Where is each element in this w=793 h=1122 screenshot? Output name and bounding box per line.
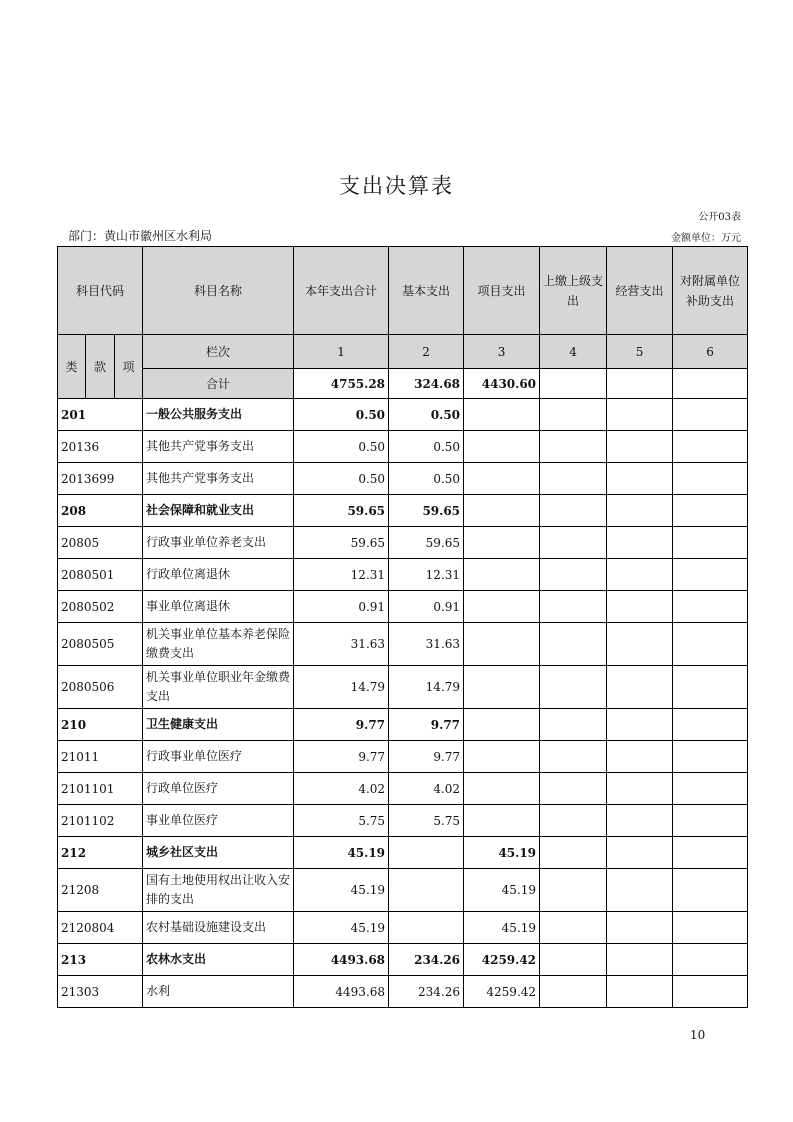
row-upper: [540, 741, 607, 773]
row-subsidy: [673, 944, 748, 976]
row-upper: [540, 527, 607, 559]
row-name: 社会保障和就业支出: [143, 495, 294, 527]
row-basic: 0.50: [389, 431, 464, 463]
row-name: 机关事业单位基本养老保险缴费支出: [143, 623, 294, 666]
sum-label: 合计: [143, 369, 294, 399]
table-row: [58, 773, 748, 805]
header-total: 本年支出合计: [294, 247, 389, 335]
row-subsidy: [673, 773, 748, 805]
row-project: 45.19: [464, 869, 540, 912]
row-name: 行政单位医疗: [143, 773, 294, 805]
row-business: [607, 805, 673, 837]
table-row: [58, 944, 748, 976]
row-total: 4493.68: [294, 944, 389, 976]
row-business: [607, 837, 673, 869]
row-subsidy: [673, 431, 748, 463]
row-name: 行政事业单位医疗: [143, 741, 294, 773]
row-basic: 9.77: [389, 709, 464, 741]
row-total: 0.50: [294, 431, 389, 463]
row-code: 2080505: [58, 623, 143, 666]
row-total: 5.75: [294, 805, 389, 837]
row-total: 45.19: [294, 869, 389, 912]
row-project: [464, 591, 540, 623]
sum-project: 4430.60: [464, 369, 540, 399]
row-total: 59.65: [294, 527, 389, 559]
table-row: [58, 837, 748, 869]
table-row: [58, 623, 748, 666]
table-row: [58, 976, 748, 1008]
header-name: 科目名称: [143, 247, 294, 335]
header-basic: 基本支出: [389, 247, 464, 335]
row-subsidy: [673, 495, 748, 527]
row-name: 水利: [143, 976, 294, 1008]
row-business: [607, 431, 673, 463]
col-2: 2: [389, 335, 464, 369]
table-row: [58, 591, 748, 623]
row-code: 2101102: [58, 805, 143, 837]
col-6: 6: [673, 335, 748, 369]
row-subsidy: [673, 976, 748, 1008]
row-code: 2080502: [58, 591, 143, 623]
row-business: [607, 666, 673, 709]
row-subsidy: [673, 623, 748, 666]
row-total: 0.91: [294, 591, 389, 623]
table-row: [58, 869, 748, 912]
row-business: [607, 869, 673, 912]
row-basic: 5.75: [389, 805, 464, 837]
row-business: [607, 399, 673, 431]
row-upper: [540, 623, 607, 666]
row-subsidy: [673, 399, 748, 431]
row-code: 201: [58, 399, 143, 431]
row-subsidy: [673, 837, 748, 869]
col-5: 5: [607, 335, 673, 369]
col-3: 3: [464, 335, 540, 369]
row-subsidy: [673, 741, 748, 773]
row-name: 行政事业单位养老支出: [143, 527, 294, 559]
row-basic: 59.65: [389, 495, 464, 527]
sum-total: 4755.28: [294, 369, 389, 399]
table-row: [58, 431, 748, 463]
page-number: 10: [690, 1028, 706, 1042]
row-business: [607, 912, 673, 944]
table-row: [58, 495, 748, 527]
row-project: 45.19: [464, 837, 540, 869]
table-row: [58, 666, 748, 709]
row-total: 4493.68: [294, 976, 389, 1008]
table-row: [58, 399, 748, 431]
header-kuan: 款: [86, 335, 115, 399]
row-upper: [540, 773, 607, 805]
table-row: [58, 912, 748, 944]
header-lei: 类: [58, 335, 86, 399]
row-name: 国有土地使用权出让收入安排的支出: [143, 869, 294, 912]
row-project: [464, 773, 540, 805]
row-code: 21208: [58, 869, 143, 912]
row-name: 农村基础设施建设支出: [143, 912, 294, 944]
header-subsidy: 对附属单位补助支出: [673, 247, 748, 335]
row-basic: 9.77: [389, 741, 464, 773]
row-subsidy: [673, 869, 748, 912]
row-total: 4.02: [294, 773, 389, 805]
row-business: [607, 591, 673, 623]
row-project: 4259.42: [464, 944, 540, 976]
row-business: [607, 527, 673, 559]
col-1: 1: [294, 335, 389, 369]
column-label: 栏次: [143, 335, 294, 369]
row-name: 行政单位离退休: [143, 559, 294, 591]
row-project: [464, 463, 540, 495]
row-business: [607, 623, 673, 666]
row-upper: [540, 431, 607, 463]
table-row: [58, 463, 748, 495]
row-code: 2013699: [58, 463, 143, 495]
page-title: 支出决算表: [339, 174, 454, 198]
row-total: 0.50: [294, 463, 389, 495]
row-total: 45.19: [294, 837, 389, 869]
table-row: [58, 805, 748, 837]
row-basic: 12.31: [389, 559, 464, 591]
row-total: 9.77: [294, 741, 389, 773]
row-subsidy: [673, 912, 748, 944]
row-upper: [540, 976, 607, 1008]
row-total: 14.79: [294, 666, 389, 709]
row-total: 0.50: [294, 399, 389, 431]
row-total: 9.77: [294, 709, 389, 741]
row-subsidy: [673, 666, 748, 709]
column-number-row: [58, 335, 748, 369]
row-upper: [540, 495, 607, 527]
sum-row: [58, 369, 748, 399]
row-upper: [540, 591, 607, 623]
row-total: 45.19: [294, 912, 389, 944]
row-business: [607, 559, 673, 591]
row-total: 12.31: [294, 559, 389, 591]
unit-label: 金额单位：万元: [671, 233, 741, 244]
form-number: 公开03表: [698, 212, 741, 223]
row-code: 2080501: [58, 559, 143, 591]
header-business: 经营支出: [607, 247, 673, 335]
sum-basic: 324.68: [389, 369, 464, 399]
row-subsidy: [673, 805, 748, 837]
row-business: [607, 976, 673, 1008]
row-project: 45.19: [464, 912, 540, 944]
row-project: [464, 741, 540, 773]
row-upper: [540, 944, 607, 976]
row-subsidy: [673, 463, 748, 495]
sum-business: [607, 369, 673, 399]
row-basic: 234.26: [389, 976, 464, 1008]
row-code: 210: [58, 709, 143, 741]
row-code: 212: [58, 837, 143, 869]
row-project: [464, 666, 540, 709]
row-subsidy: [673, 559, 748, 591]
row-basic: 0.91: [389, 591, 464, 623]
row-code: 2120804: [58, 912, 143, 944]
row-code: 21011: [58, 741, 143, 773]
row-project: [464, 805, 540, 837]
row-upper: [540, 805, 607, 837]
row-upper: [540, 463, 607, 495]
row-upper: [540, 912, 607, 944]
table-row: [58, 527, 748, 559]
department-label: 部门：黄山市徽州区水利局: [68, 229, 213, 243]
row-upper: [540, 559, 607, 591]
row-name: 其他共产党事务支出: [143, 463, 294, 495]
row-name: 城乡社区支出: [143, 837, 294, 869]
table-row: [58, 741, 748, 773]
sum-upper: [540, 369, 607, 399]
row-business: [607, 944, 673, 976]
row-code: 2101101: [58, 773, 143, 805]
row-project: [464, 495, 540, 527]
row-business: [607, 463, 673, 495]
row-project: [464, 709, 540, 741]
row-basic: [389, 837, 464, 869]
row-basic: 14.79: [389, 666, 464, 709]
row-basic: 4.02: [389, 773, 464, 805]
row-basic: [389, 869, 464, 912]
row-name: 机关事业单位职业年金缴费支出: [143, 666, 294, 709]
row-upper: [540, 709, 607, 741]
row-code: 20805: [58, 527, 143, 559]
row-subsidy: [673, 709, 748, 741]
row-code: 20136: [58, 431, 143, 463]
row-basic: 0.50: [389, 399, 464, 431]
row-basic: [389, 912, 464, 944]
row-business: [607, 741, 673, 773]
header-project: 项目支出: [464, 247, 540, 335]
row-code: 21303: [58, 976, 143, 1008]
expenditure-table: [57, 246, 748, 1008]
row-basic: 31.63: [389, 623, 464, 666]
row-project: [464, 399, 540, 431]
row-subsidy: [673, 591, 748, 623]
row-business: [607, 773, 673, 805]
row-name: 事业单位离退休: [143, 591, 294, 623]
table-row: [58, 559, 748, 591]
row-basic: 0.50: [389, 463, 464, 495]
row-upper: [540, 869, 607, 912]
row-name: 农林水支出: [143, 944, 294, 976]
header-row: [58, 247, 748, 335]
row-business: [607, 709, 673, 741]
row-code: 2080506: [58, 666, 143, 709]
col-4: 4: [540, 335, 607, 369]
header-code: 科目代码: [58, 247, 143, 335]
row-project: [464, 431, 540, 463]
row-business: [607, 495, 673, 527]
row-upper: [540, 837, 607, 869]
row-basic: 59.65: [389, 527, 464, 559]
row-basic: 234.26: [389, 944, 464, 976]
row-upper: [540, 666, 607, 709]
row-total: 59.65: [294, 495, 389, 527]
row-code: 213: [58, 944, 143, 976]
row-project: [464, 559, 540, 591]
row-project: [464, 623, 540, 666]
row-project: 4259.42: [464, 976, 540, 1008]
row-name: 其他共产党事务支出: [143, 431, 294, 463]
table-row: [58, 709, 748, 741]
header-xiang: 项: [115, 335, 143, 399]
row-name: 卫生健康支出: [143, 709, 294, 741]
row-upper: [540, 399, 607, 431]
row-name: 事业单位医疗: [143, 805, 294, 837]
sum-subsidy: [673, 369, 748, 399]
row-project: [464, 527, 540, 559]
row-subsidy: [673, 527, 748, 559]
header-upper: 上缴上级支出: [540, 247, 607, 335]
row-code: 208: [58, 495, 143, 527]
row-total: 31.63: [294, 623, 389, 666]
row-name: 一般公共服务支出: [143, 399, 294, 431]
